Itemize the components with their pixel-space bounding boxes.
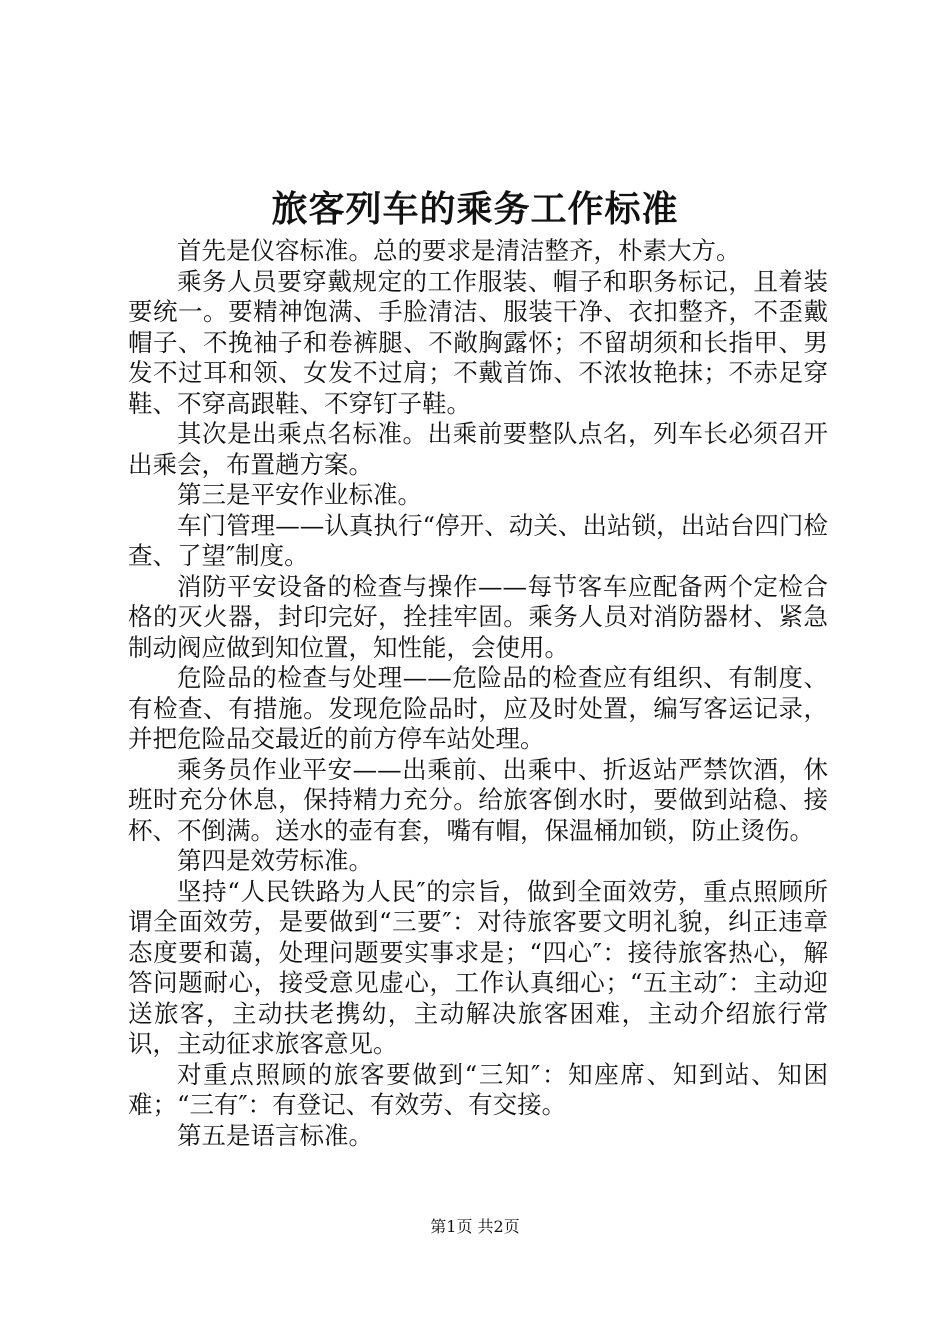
paragraph-uniform-rules: 乘务人员要穿戴规定的工作服装、帽子和职务标记，且着装要统一。要精神饱满、手脸清洁、服装干净、衣扣整齐，不歪戴帽子、不挽袖子和卷裤腿、不敞胸露怀；不留胡须和长指甲、男发不过耳和领、女发不过肩；不戴首饰、不浓妆艳抹；不赤足穿鞋、不穿高跟鞋、不穿钉子鞋。 bbox=[128, 266, 828, 418]
paragraph-service-standard: 第四是效劳标准。 bbox=[177, 846, 373, 875]
paragraph-priority-passengers: 对重点照顾的旅客要做到“三知″：知座席、知到站、知困难；“三有″：有登记、有效劳、有交接。 bbox=[128, 1059, 828, 1119]
paragraph-roll-call-standard: 其次是出乘点名标准。出乘前要整队点名，列车长必须召开出乘会，布置趟方案。 bbox=[128, 419, 828, 479]
paragraph-language-standard: 第五是语言标准。 bbox=[177, 1120, 373, 1150]
paragraph-door-management: 车门管理——认真执行“停开、动关、出站锁，出站台四门检查、了望″制度。 bbox=[128, 510, 828, 570]
paragraph-hazardous-goods: 危险品的检查与处理——危险品的检查应有组织、有制度、有检查、有措施。发现危险品时，应及时处置，编写客运记录，并把危险品交最近的前方停车站处理。 bbox=[128, 663, 828, 753]
document-body bbox=[128, 236, 828, 1151]
page-number-footer: 第1页 共2页 bbox=[430, 1217, 520, 1236]
paragraph-appearance-standard: 首先是仪容标准。总的要求是清洁整齐，朴素大方。 bbox=[177, 236, 741, 265]
paragraph-safety-standard: 第三是平安作业标准。 bbox=[177, 480, 422, 509]
paragraph-crew-safety: 乘务员作业平安——出乘前、出乘中、折返站严禁饮酒，休班时充分休息，保持精力充分。给旅客倒水时，要做到站稳、接杯、不倒满。送水的壶有套，嘴有帽，保温桶加锁，防止烫伤。 bbox=[128, 754, 828, 845]
document-title: 旅客列车的乘务工作标准 bbox=[271, 188, 679, 230]
paragraph-full-service: 坚持“人民铁路为人民″的宗旨，做到全面效劳，重点照顾所谓全面效劳，是要做到“三要″：对待旅客要文明礼貌，纠正违章态度要和蔼，处理问题要实事求是；“四心″：接待旅客热心，解答问题耐心，接受意见虚心，工作认真细心；“五主动″：主动迎送旅客，主动扶老携幼，主动解决旅客困难，主动介绍旅行常识，主动征求旅客意见。 bbox=[128, 876, 828, 1058]
paragraph-fire-equipment: 消防平安设备的检查与操作——每节客车应配备两个定检合格的灭火器，封印完好，拴挂牢固。乘务人员对消防器材、紧急制动阀应做到知位置，知性能，会使用。 bbox=[128, 571, 828, 662]
